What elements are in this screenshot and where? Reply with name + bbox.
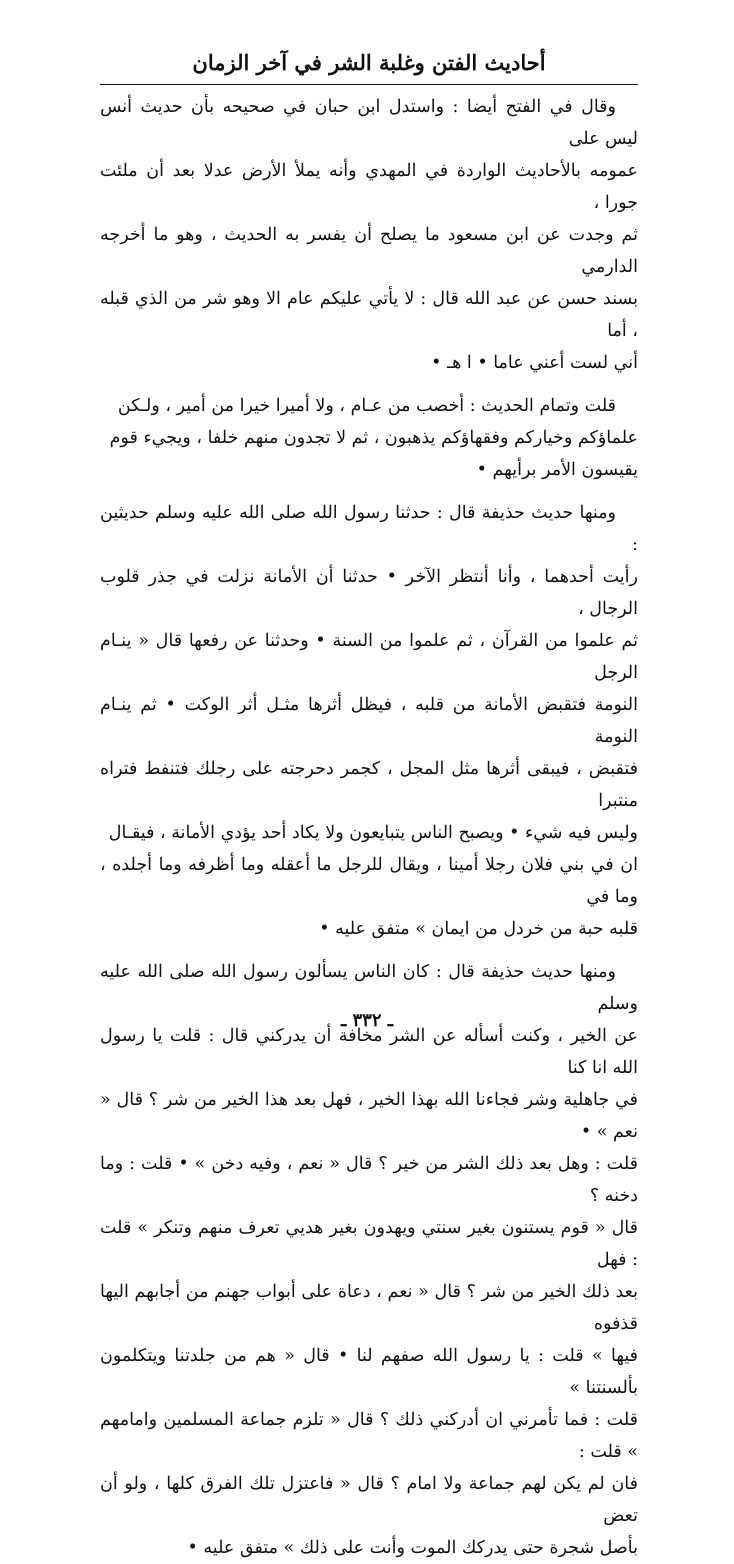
text-line: ثم وجدت عن ابن مسعود ما يصلح أن يفسر به الحديث ، وهو ما أخرجه الدارمي: [100, 225, 638, 277]
text-line: فتقبض ، فيبقى أثرها مثل المجل ، كجمر دحرجته على رجلك فتنفط فتراه منتبرا: [100, 759, 638, 811]
paragraph: [100, 91, 638, 379]
text-line: قال « قوم يستنون بغير سنتي ويهدون بغير هديي تعرف منهم وتنكر » قلت : فهل: [100, 1218, 638, 1270]
text-line: النومة فتقبض الأمانة من قلبه ، فيظل أثرها مثـل أثر الوكت • ثم ينـام النومة: [100, 695, 638, 747]
running-header: أحاديث الفتن وغلبة الشر في آخر الزمان: [100, 48, 638, 85]
text-line: ومنها حديث حذيفة قال : كان الناس يسألون رسول الله صلى الله عليه وسلم: [100, 962, 638, 1014]
text-line: ثم علموا من القرآن ، ثم علموا من السنة • وحدثنا عن رفعها قال « ينـام الرجل: [100, 631, 638, 683]
text-line: أني لست أعني عاما • ا هـ •: [431, 353, 638, 373]
text-line: قلت : فما تأمرني ان أدركني ذلك ؟ قال « تلزم جماعة المسلمين وامامهم » قلت :: [100, 1410, 638, 1462]
text-line: فان لم يكن لهم جماعة ولا امام ؟ قال « فاعتزل تلك الفرق كلها ، ولو أن تعض: [100, 1474, 638, 1526]
text-line: ومنها حديث حذيفة قال : حدثنا رسول الله صلى الله عليه وسلم حديثين :: [100, 503, 638, 555]
text-line: يقيسون الأمر برأيهم •: [476, 460, 638, 480]
text-line: عمومه بالأحاديث الواردة في المهدي وأنه يملأ الأرض عدلا بعد أن ملئت جورا ،: [100, 161, 638, 213]
paragraph: [100, 497, 638, 945]
paragraph: [100, 956, 638, 1564]
text-line: ان في بني فلان رجلا أمينا ، ويقال للرجل ما أعقله وما أظرفه وما أجلده ، وما في: [100, 855, 638, 907]
page-number: ـ ٣٣٢ ـ: [340, 1010, 394, 1031]
paragraph: [100, 390, 638, 486]
body-text: [100, 91, 638, 1564]
text-line: وقال في الفتح أيضا : واستدل ابن حبان في صحيحه بأن حديث أنس ليس على: [100, 97, 638, 149]
text-line: قلت : وهل بعد ذلك الشر من خير ؟ قال « نعم ، وفيه دخن » • قلت : وما دخنه ؟: [100, 1154, 638, 1206]
text-line: بسند حسن عن عبد الله قال : لا يأتي عليكم عام الا وهو شر من الذي قبله ، أما: [100, 289, 638, 341]
text-line: في جاهلية وشر فجاءنا الله بهذا الخير ، فهل بعد هذا الخير من شر ؟ قال « نعم » •: [100, 1090, 638, 1142]
text-line: علماؤكم وخياركم وفقهاؤكم يذهبون ، ثم لا تجدون منهم خلفا ، ويجيء قوم: [109, 428, 638, 448]
text-line: فيها » قلت : يا رسول الله صفهم لنا • قال « هم من جلدتنا ويتكلمون بألسنتنا »: [100, 1346, 638, 1398]
text-line: رأيت أحدهما ، وأنا أنتظر الآخر • حدثنا أن الأمانة نزلت في جذر قلوب الرجال ،: [100, 567, 638, 619]
text-line: بعد ذلك الخير من شر ؟ قال « نعم ، دعاة على أبواب جهنم من أجابهم اليها قذفوه: [100, 1282, 638, 1334]
text-line: قلبه حبة من خردل من ايمان » متفق عليه •: [319, 919, 638, 939]
text-line: عن الخير ، وكنت أسأله عن الشر مخافة أن يدركني قال : قلت يا رسول الله انا كنا: [100, 1026, 638, 1078]
text-line: وليس فيه شيء • ويصبح الناس يتبايعون ولا يكاد أحد يؤدي الأمانة ، فيقـال: [108, 823, 638, 843]
text-line: قلت وتمام الحديث : أخصب من عـام ، ولا أميرا خيرا من أمير ، ولـكن: [117, 396, 616, 416]
text-line: بأصل شجرة حتى يدركك الموت وأنت على ذلك » متفق عليه •: [187, 1538, 638, 1558]
